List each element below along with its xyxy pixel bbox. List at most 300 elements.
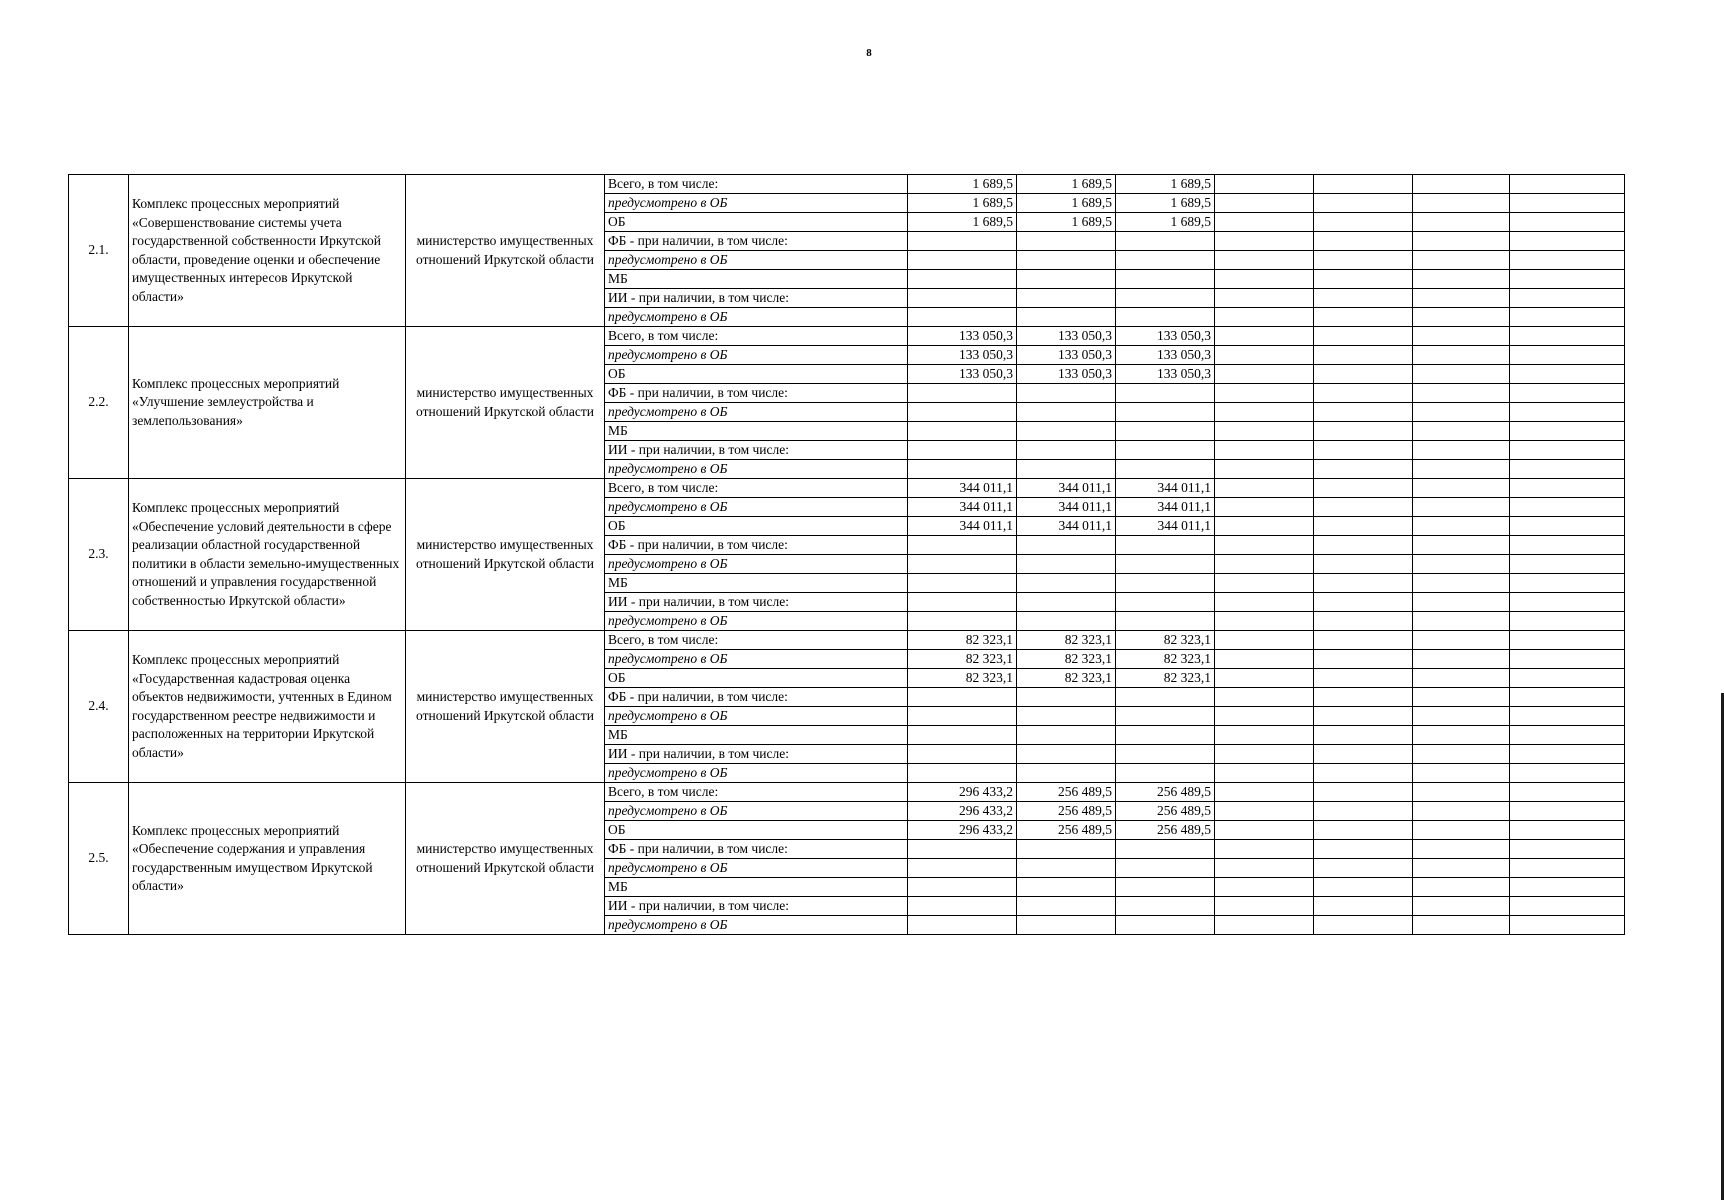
funding-source-label: предусмотрено в ОБ (605, 764, 908, 783)
funding-source-label: ФБ - при наличии, в том числе: (605, 840, 908, 859)
empty-cell (1017, 403, 1116, 422)
empty-cell (1510, 897, 1625, 916)
empty-cell (1215, 441, 1314, 460)
amount-cell: 133 050,3 (1017, 327, 1116, 346)
empty-cell (1413, 327, 1510, 346)
empty-cell (1510, 441, 1625, 460)
funding-source-label: Всего, в том числе: (605, 175, 908, 194)
empty-cell (1215, 593, 1314, 612)
empty-cell (1413, 726, 1510, 745)
empty-cell (1413, 194, 1510, 213)
amount-cell: 82 323,1 (908, 650, 1017, 669)
empty-cell (1510, 460, 1625, 479)
empty-cell (1215, 213, 1314, 232)
funding-source-label: предусмотрено в ОБ (605, 460, 908, 479)
empty-cell (1314, 631, 1413, 650)
funding-source-label: ИИ - при наличии, в том числе: (605, 289, 908, 308)
funding-source-label: ИИ - при наличии, в том числе: (605, 441, 908, 460)
empty-cell (1215, 821, 1314, 840)
empty-cell (1215, 555, 1314, 574)
empty-cell (1215, 384, 1314, 403)
empty-cell (1017, 764, 1116, 783)
empty-cell (1413, 745, 1510, 764)
empty-cell (908, 859, 1017, 878)
empty-cell (1017, 688, 1116, 707)
empty-cell (1314, 897, 1413, 916)
empty-cell (1215, 517, 1314, 536)
empty-cell (1116, 251, 1215, 270)
funding-source-label: ИИ - при наличии, в том числе: (605, 897, 908, 916)
item-name: Комплекс процессных мероприятий «Улучшение землеустройства и землепользования» (129, 327, 406, 479)
empty-cell (1215, 840, 1314, 859)
funding-source-label: предусмотрено в ОБ (605, 612, 908, 631)
empty-cell (908, 688, 1017, 707)
empty-cell (1510, 175, 1625, 194)
empty-cell (1314, 422, 1413, 441)
empty-cell (1215, 194, 1314, 213)
table-row (69, 479, 1625, 498)
amount-cell: 133 050,3 (1116, 365, 1215, 384)
amount-cell: 344 011,1 (1017, 498, 1116, 517)
empty-cell (1510, 669, 1625, 688)
funding-source-label: ОБ (605, 517, 908, 536)
page-number: 8 (866, 47, 872, 59)
funding-source-label: предусмотрено в ОБ (605, 802, 908, 821)
empty-cell (908, 612, 1017, 631)
amount-cell: 133 050,3 (908, 365, 1017, 384)
empty-cell (1215, 916, 1314, 935)
amount-cell: 344 011,1 (1017, 479, 1116, 498)
empty-cell (1314, 650, 1413, 669)
empty-cell (1215, 175, 1314, 194)
empty-cell (1510, 631, 1625, 650)
funding-source-label: Всего, в том числе: (605, 783, 908, 802)
empty-cell (1314, 517, 1413, 536)
empty-cell (1413, 422, 1510, 441)
empty-cell (1215, 650, 1314, 669)
amount-cell: 82 323,1 (908, 669, 1017, 688)
empty-cell (1017, 289, 1116, 308)
empty-cell (1314, 403, 1413, 422)
empty-cell (1116, 840, 1215, 859)
empty-cell (1116, 612, 1215, 631)
item-number: 2.3. (69, 479, 129, 631)
empty-cell (1116, 707, 1215, 726)
amount-cell: 296 433,2 (908, 783, 1017, 802)
empty-cell (1413, 232, 1510, 251)
funding-source-label: МБ (605, 270, 908, 289)
empty-cell (1314, 612, 1413, 631)
empty-cell (1510, 821, 1625, 840)
amount-cell: 82 323,1 (908, 631, 1017, 650)
empty-cell (1314, 688, 1413, 707)
item-executor: министерство имущественных отношений Иркутской области (406, 327, 605, 479)
empty-cell (1413, 878, 1510, 897)
funding-source-label: ИИ - при наличии, в том числе: (605, 745, 908, 764)
empty-cell (1314, 327, 1413, 346)
empty-cell (1215, 878, 1314, 897)
empty-cell (1510, 574, 1625, 593)
funding-source-label: Всего, в том числе: (605, 479, 908, 498)
empty-cell (1017, 536, 1116, 555)
empty-cell (1314, 916, 1413, 935)
funding-source-label: предусмотрено в ОБ (605, 498, 908, 517)
empty-cell (1413, 365, 1510, 384)
amount-cell: 133 050,3 (908, 346, 1017, 365)
empty-cell (908, 403, 1017, 422)
empty-cell (908, 460, 1017, 479)
empty-cell (1215, 536, 1314, 555)
item-number: 2.5. (69, 783, 129, 935)
amount-cell: 133 050,3 (1116, 327, 1215, 346)
item-number: 2.1. (69, 175, 129, 327)
table-row (69, 631, 1625, 650)
empty-cell (1510, 213, 1625, 232)
amount-cell: 296 433,2 (908, 802, 1017, 821)
empty-cell (908, 878, 1017, 897)
empty-cell (1510, 270, 1625, 289)
empty-cell (1314, 593, 1413, 612)
empty-cell (1314, 878, 1413, 897)
empty-cell (1413, 574, 1510, 593)
empty-cell (1413, 802, 1510, 821)
empty-cell (1215, 270, 1314, 289)
amount-cell: 1 689,5 (908, 175, 1017, 194)
funding-source-label: ОБ (605, 213, 908, 232)
empty-cell (1017, 707, 1116, 726)
empty-cell (1215, 574, 1314, 593)
funding-source-label: ОБ (605, 365, 908, 384)
empty-cell (1017, 384, 1116, 403)
table-row (69, 175, 1625, 194)
empty-cell (1510, 688, 1625, 707)
item-executor: министерство имущественных отношений Иркутской области (406, 783, 605, 935)
empty-cell (1510, 327, 1625, 346)
item-name: Комплекс процессных мероприятий «Государственная кадастровая оценка объектов недвижимости, учтенных в Едином государственном реестре недвижимости и расположенных на территории Иркутской области» (129, 631, 406, 783)
empty-cell (908, 574, 1017, 593)
empty-cell (1314, 441, 1413, 460)
empty-cell (1510, 916, 1625, 935)
empty-cell (1215, 783, 1314, 802)
empty-cell (1215, 631, 1314, 650)
empty-cell (1116, 574, 1215, 593)
amount-cell: 1 689,5 (1116, 175, 1215, 194)
empty-cell (1314, 308, 1413, 327)
empty-cell (1413, 479, 1510, 498)
empty-cell (1510, 555, 1625, 574)
empty-cell (1314, 289, 1413, 308)
empty-cell (908, 270, 1017, 289)
empty-cell (1116, 745, 1215, 764)
empty-cell (1413, 308, 1510, 327)
empty-cell (1510, 422, 1625, 441)
empty-cell (1215, 764, 1314, 783)
empty-cell (1413, 688, 1510, 707)
empty-cell (1314, 859, 1413, 878)
empty-cell (1413, 251, 1510, 270)
amount-cell: 82 323,1 (1017, 650, 1116, 669)
amount-cell: 1 689,5 (908, 194, 1017, 213)
empty-cell (1314, 840, 1413, 859)
amount-cell: 344 011,1 (1017, 517, 1116, 536)
empty-cell (1413, 346, 1510, 365)
funding-source-label: предусмотрено в ОБ (605, 650, 908, 669)
amount-cell: 82 323,1 (1017, 669, 1116, 688)
empty-cell (1116, 878, 1215, 897)
amount-cell: 133 050,3 (1017, 346, 1116, 365)
funding-source-label: ОБ (605, 669, 908, 688)
empty-cell (1116, 460, 1215, 479)
empty-cell (1413, 783, 1510, 802)
empty-cell (1510, 194, 1625, 213)
item-name: Комплекс процессных мероприятий «Совершенствование системы учета государственной собственности Иркутской области, проведение оценки и обеспечение имущественных интересов Иркутской области» (129, 175, 406, 327)
empty-cell (1314, 194, 1413, 213)
empty-cell (1314, 555, 1413, 574)
empty-cell (1510, 403, 1625, 422)
empty-cell (1510, 346, 1625, 365)
amount-cell: 344 011,1 (1116, 517, 1215, 536)
empty-cell (1017, 612, 1116, 631)
empty-cell (1017, 422, 1116, 441)
empty-cell (1215, 802, 1314, 821)
empty-cell (1215, 460, 1314, 479)
empty-cell (908, 232, 1017, 251)
empty-cell (1215, 479, 1314, 498)
empty-cell (1510, 365, 1625, 384)
empty-cell (1510, 536, 1625, 555)
empty-cell (1215, 897, 1314, 916)
empty-cell (1017, 232, 1116, 251)
funding-source-label: предусмотрено в ОБ (605, 859, 908, 878)
amount-cell: 256 489,5 (1116, 783, 1215, 802)
empty-cell (1116, 441, 1215, 460)
empty-cell (908, 707, 1017, 726)
empty-cell (1116, 308, 1215, 327)
empty-cell (908, 536, 1017, 555)
item-number: 2.4. (69, 631, 129, 783)
amount-cell: 1 689,5 (1116, 213, 1215, 232)
empty-cell (908, 422, 1017, 441)
funding-source-label: предусмотрено в ОБ (605, 916, 908, 935)
empty-cell (908, 308, 1017, 327)
empty-cell (1215, 688, 1314, 707)
empty-cell (1413, 270, 1510, 289)
empty-cell (1314, 479, 1413, 498)
empty-cell (1116, 916, 1215, 935)
empty-cell (1215, 289, 1314, 308)
amount-cell: 344 011,1 (1116, 479, 1215, 498)
empty-cell (1116, 593, 1215, 612)
empty-cell (1017, 745, 1116, 764)
empty-cell (1314, 669, 1413, 688)
funding-source-label: ФБ - при наличии, в том числе: (605, 232, 908, 251)
empty-cell (1413, 669, 1510, 688)
empty-cell (1510, 745, 1625, 764)
empty-cell (1413, 517, 1510, 536)
empty-cell (1413, 707, 1510, 726)
funding-source-label: МБ (605, 574, 908, 593)
empty-cell (1314, 270, 1413, 289)
funding-source-label: предусмотрено в ОБ (605, 555, 908, 574)
empty-cell (1116, 536, 1215, 555)
empty-cell (1413, 650, 1510, 669)
funding-source-label: ИИ - при наличии, в том числе: (605, 593, 908, 612)
empty-cell (1413, 916, 1510, 935)
funding-source-label: предусмотрено в ОБ (605, 194, 908, 213)
empty-cell (1510, 517, 1625, 536)
empty-cell (1116, 289, 1215, 308)
empty-cell (1017, 916, 1116, 935)
funding-source-label: МБ (605, 878, 908, 897)
table-body (69, 175, 1625, 935)
amount-cell: 133 050,3 (1017, 365, 1116, 384)
table-row (69, 783, 1625, 802)
empty-cell (1510, 251, 1625, 270)
amount-cell: 82 323,1 (1017, 631, 1116, 650)
funding-source-label: предусмотрено в ОБ (605, 403, 908, 422)
empty-cell (1314, 175, 1413, 194)
empty-cell (1413, 897, 1510, 916)
funding-source-label: МБ (605, 422, 908, 441)
empty-cell (1413, 441, 1510, 460)
empty-cell (908, 840, 1017, 859)
empty-cell (1017, 460, 1116, 479)
empty-cell (1413, 536, 1510, 555)
amount-cell: 256 489,5 (1116, 821, 1215, 840)
empty-cell (908, 593, 1017, 612)
empty-cell (908, 745, 1017, 764)
empty-cell (1314, 365, 1413, 384)
empty-cell (1413, 175, 1510, 194)
empty-cell (1314, 821, 1413, 840)
empty-cell (1510, 650, 1625, 669)
amount-cell: 256 489,5 (1017, 821, 1116, 840)
empty-cell (1017, 555, 1116, 574)
empty-cell (1510, 878, 1625, 897)
amount-cell: 1 689,5 (1017, 213, 1116, 232)
amount-cell: 256 489,5 (1116, 802, 1215, 821)
amount-cell: 1 689,5 (1017, 175, 1116, 194)
empty-cell (1413, 859, 1510, 878)
empty-cell (1314, 783, 1413, 802)
amount-cell: 82 323,1 (1116, 650, 1215, 669)
empty-cell (1413, 631, 1510, 650)
empty-cell (1510, 612, 1625, 631)
empty-cell (1116, 897, 1215, 916)
empty-cell (1314, 764, 1413, 783)
empty-cell (1017, 270, 1116, 289)
funding-source-label: ФБ - при наличии, в том числе: (605, 384, 908, 403)
empty-cell (1116, 232, 1215, 251)
empty-cell (1314, 726, 1413, 745)
amount-cell: 133 050,3 (908, 327, 1017, 346)
empty-cell (1017, 726, 1116, 745)
funding-source-label: ФБ - при наличии, в том числе: (605, 536, 908, 555)
empty-cell (1413, 555, 1510, 574)
empty-cell (1314, 498, 1413, 517)
amount-cell: 1 689,5 (1017, 194, 1116, 213)
empty-cell (908, 289, 1017, 308)
empty-cell (908, 897, 1017, 916)
empty-cell (1413, 764, 1510, 783)
funding-source-label: предусмотрено в ОБ (605, 707, 908, 726)
empty-cell (1116, 270, 1215, 289)
empty-cell (1413, 840, 1510, 859)
empty-cell (1413, 213, 1510, 232)
empty-cell (1017, 897, 1116, 916)
empty-cell (1017, 574, 1116, 593)
empty-cell (1116, 859, 1215, 878)
item-number: 2.2. (69, 327, 129, 479)
empty-cell (1017, 593, 1116, 612)
empty-cell (1510, 479, 1625, 498)
empty-cell (908, 251, 1017, 270)
empty-cell (1215, 669, 1314, 688)
empty-cell (1510, 802, 1625, 821)
empty-cell (1510, 764, 1625, 783)
empty-cell (1017, 308, 1116, 327)
empty-cell (908, 384, 1017, 403)
empty-cell (1314, 745, 1413, 764)
empty-cell (908, 726, 1017, 745)
empty-cell (1510, 840, 1625, 859)
empty-cell (1215, 232, 1314, 251)
empty-cell (1017, 859, 1116, 878)
amount-cell: 344 011,1 (908, 479, 1017, 498)
funding-source-label: МБ (605, 726, 908, 745)
empty-cell (1510, 783, 1625, 802)
empty-cell (1510, 707, 1625, 726)
empty-cell (1510, 726, 1625, 745)
empty-cell (1413, 612, 1510, 631)
empty-cell (1215, 422, 1314, 441)
empty-cell (1510, 289, 1625, 308)
empty-cell (1215, 498, 1314, 517)
amount-cell: 1 689,5 (908, 213, 1017, 232)
empty-cell (1215, 327, 1314, 346)
empty-cell (1314, 213, 1413, 232)
funding-source-label: ФБ - при наличии, в том числе: (605, 688, 908, 707)
empty-cell (1413, 821, 1510, 840)
empty-cell (1215, 859, 1314, 878)
amount-cell: 344 011,1 (1116, 498, 1215, 517)
empty-cell (1510, 498, 1625, 517)
empty-cell (1314, 536, 1413, 555)
item-executor: министерство имущественных отношений Иркутской области (406, 175, 605, 327)
empty-cell (1017, 441, 1116, 460)
table-row (69, 327, 1625, 346)
empty-cell (1314, 460, 1413, 479)
budget-table (68, 174, 1625, 935)
empty-cell (1510, 593, 1625, 612)
funding-source-label: предусмотрено в ОБ (605, 251, 908, 270)
empty-cell (908, 441, 1017, 460)
empty-cell (1116, 403, 1215, 422)
item-name: Комплекс процессных мероприятий «Обеспечение условий деятельности в сфере реализации областной государственной политики в области земельно-имущественных отношений и управления государственной собственностью Иркутской области» (129, 479, 406, 631)
empty-cell (1116, 422, 1215, 441)
empty-cell (1215, 251, 1314, 270)
empty-cell (1215, 726, 1314, 745)
empty-cell (1116, 764, 1215, 783)
empty-cell (1510, 384, 1625, 403)
empty-cell (1215, 612, 1314, 631)
empty-cell (1314, 384, 1413, 403)
empty-cell (1314, 802, 1413, 821)
empty-cell (1215, 403, 1314, 422)
amount-cell: 344 011,1 (908, 498, 1017, 517)
funding-source-label: ОБ (605, 821, 908, 840)
empty-cell (1215, 365, 1314, 384)
